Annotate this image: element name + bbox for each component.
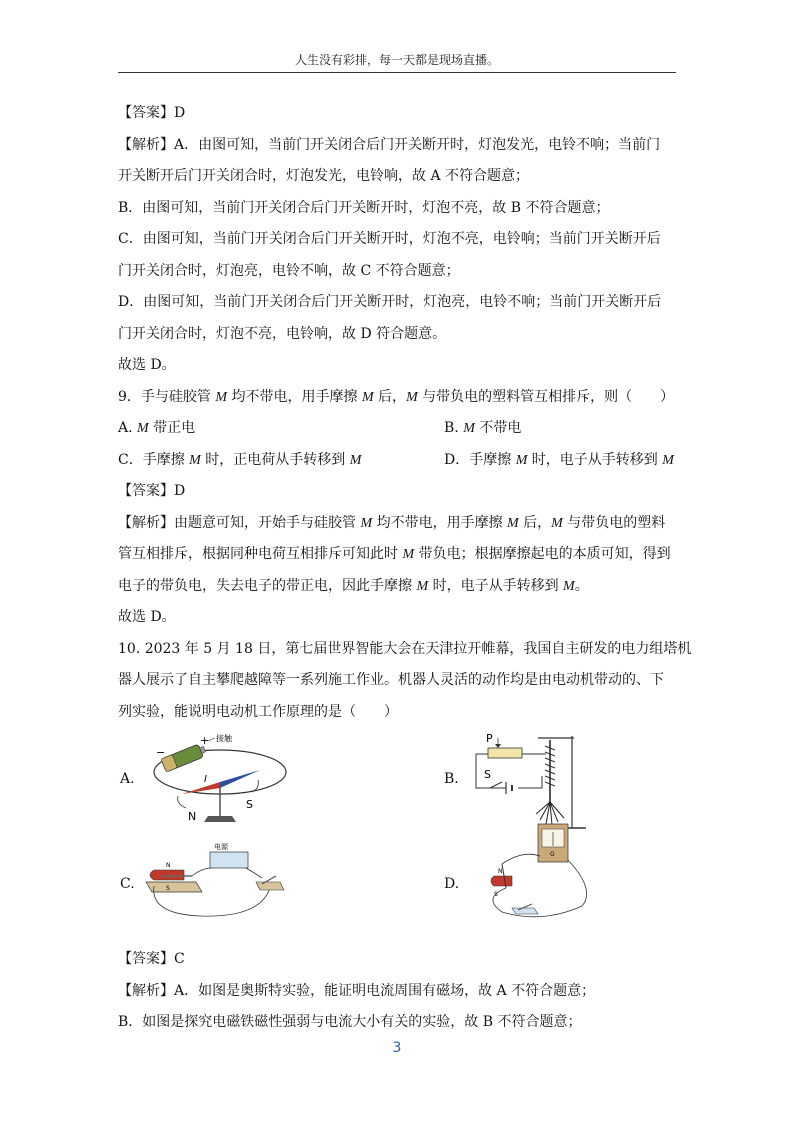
q10-stem-line: 10. 2023 年 5 月 18 日，第七届世界智能大会在天津拉开帷幕，我国自主研发的电力组塔机 xyxy=(118,640,692,657)
q9-explanation-line: 【解析】由题意可知，开始手与硅胶管 M 均不带电，用手摩擦 M 后，M 与带负电的塑料 xyxy=(118,514,666,531)
minus-terminal-label: − xyxy=(156,746,166,759)
magnet-n-label: N xyxy=(498,868,503,875)
q10-explanation-line: 【解析】A．如图是奥斯特实验，能证明电流周围有磁场，故 A 不符合题意； xyxy=(118,982,596,999)
page-header-motto: 人生没有彩排，每一天都是现场直播。 xyxy=(294,53,499,67)
q8-conclusion: 故选 D。 xyxy=(118,357,176,373)
magnet-n-label: N xyxy=(166,862,171,869)
q10-stem-line: 器人展示了自主攀爬越障等一系列施工作业。机器人灵活的动作均是由电动机带动的、下 xyxy=(118,672,664,688)
q9-option-c: C．手摩擦 M 时，正电荷从手转移到 M xyxy=(118,451,362,468)
q9-conclusion: 故选 D。 xyxy=(118,609,176,625)
q10-answer: 【答案】C xyxy=(118,951,185,967)
compass-stand xyxy=(204,816,236,822)
switch xyxy=(512,908,538,914)
q9-options-row-2 xyxy=(118,445,678,477)
page-number: 3 xyxy=(392,1040,402,1056)
q9-option-a: A. M 带正电 xyxy=(118,420,196,436)
figure-b-label: B. xyxy=(444,771,459,787)
magnet xyxy=(491,876,512,886)
galvanometer-g-label: G xyxy=(550,851,555,858)
compass-needle-north xyxy=(182,782,220,794)
base-board xyxy=(146,882,202,892)
q9-option-b: B. M 不带电 xyxy=(444,420,522,436)
figure-c-label: C. xyxy=(120,876,135,892)
south-label: S xyxy=(246,798,253,811)
magnet-s-label: S xyxy=(166,885,170,892)
q8-explanation-line: 【解析】A．由图可知，当前门开关闭合后门开关断开时，灯泡发光，电铃不响；当前门 xyxy=(118,136,661,153)
electromagnet-experiment-figure xyxy=(462,730,592,834)
battery xyxy=(161,743,207,772)
plus-terminal-label: + xyxy=(200,734,210,747)
q9-explanation-line: 电子的带负电，失去电子的带正电，因此手摩擦 M 时，电子从手转移到 M。 xyxy=(118,577,589,594)
switch xyxy=(490,782,502,788)
q8-explanation-line: 门开关闭合时，灯泡亮，电铃不响，故 C 不符合题意； xyxy=(118,262,460,279)
q9-option-d: D．手摩擦 M 时，电子从手转移到 M xyxy=(444,451,674,468)
horseshoe-magnet xyxy=(150,870,184,880)
knife-switch xyxy=(256,882,284,890)
header-divider xyxy=(118,72,676,73)
rheostat xyxy=(488,748,522,758)
q10-stem-line: 列实验，能说明电动机工作原理的是（ ） xyxy=(118,703,398,720)
contact-label: 接触 xyxy=(216,734,232,743)
compass-needle-south xyxy=(220,770,260,788)
magnet-s-label: S xyxy=(494,891,498,898)
q8-answer: 【答案】D xyxy=(118,105,186,121)
q9-explanation-line: 管互相排斥，根据同种电荷互相排斥可知此时 M 带负电；根据摩擦起电的本质可知，得到 xyxy=(118,546,671,562)
figure-a-label: A. xyxy=(120,771,135,787)
q8-explanation-line: D．由图可知，当前门开关闭合后门开关断开时，灯泡亮，电铃不响；当前门开关断开后 xyxy=(118,294,662,310)
q9-stem: 9．手与硅胶管 M 均不带电，用手摩擦 M 后，M 与带负电的塑料管互相排斥，则（ ） xyxy=(118,388,675,405)
q8-explanation-line: C．由图可知，当前门开关闭合后门开关断开时，灯泡不亮，电铃响；当前门开关断开后 xyxy=(118,231,661,247)
q9-options-row-1 xyxy=(118,413,678,445)
current-label: I xyxy=(204,774,207,785)
switch-s-label: S xyxy=(484,768,491,781)
generator-induction-figure xyxy=(462,820,612,924)
q9-answer: 【答案】D xyxy=(118,483,186,499)
document-body xyxy=(118,98,692,1039)
slider-p-label: P xyxy=(486,732,493,745)
q8-explanation-line: 开关断开后门开关闭合时，灯泡发光，电铃响，故 A 不符合题意； xyxy=(118,168,530,184)
power-supply-label: 电源 xyxy=(214,843,228,851)
motor-principle-figure xyxy=(140,838,290,924)
q10-explanation-line: B．如图是探究电磁铁磁性强弱与电流大小有关的实验，故 B 不符合题意； xyxy=(118,1014,582,1030)
q8-explanation-line: B．由图可知，当前门开关闭合后门开关断开时，灯泡不亮，故 B 不符合题意； xyxy=(118,199,610,216)
q8-explanation-line: 门开关闭合时，灯泡不亮，电铃响，故 D 符合题意。 xyxy=(118,325,447,342)
figure-d-label: D. xyxy=(444,876,460,892)
power-supply xyxy=(210,852,248,868)
q10-figure-row-2 xyxy=(118,838,678,944)
oersted-experiment-figure xyxy=(140,732,290,828)
north-label: N xyxy=(188,810,197,823)
